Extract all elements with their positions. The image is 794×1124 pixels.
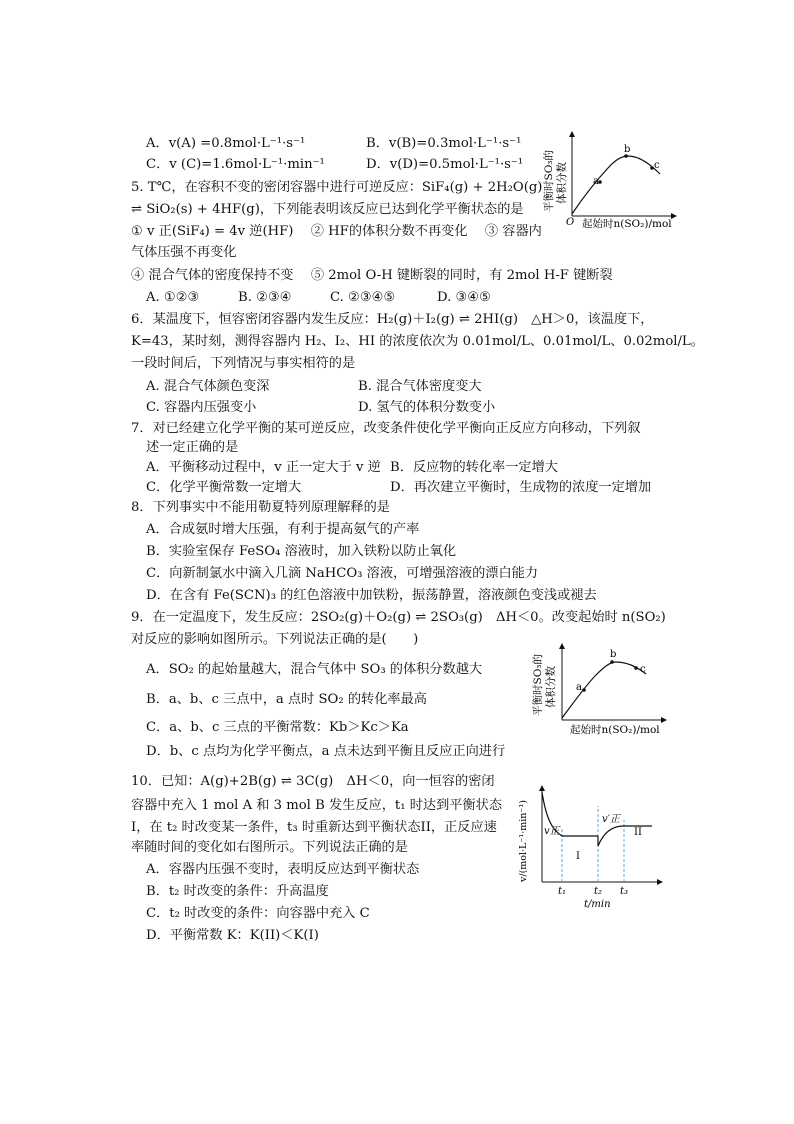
graph3-t1-tick: t₁ bbox=[558, 886, 567, 897]
q5-option-d: D. ③④⑤ bbox=[437, 290, 491, 305]
graph1-point-b-label: b bbox=[624, 144, 631, 155]
graph3-xlabel: t/min bbox=[584, 899, 611, 910]
q7-option-d: D．再次建立平衡时，生成物的浓度一定增加 bbox=[390, 480, 652, 495]
graph3-t3-tick: t₃ bbox=[620, 886, 629, 897]
q6-stem-line3: 一段时间后，下列情况与事实相符的是 bbox=[131, 356, 356, 371]
graph1-ylabel-line2: 体积分数 bbox=[556, 162, 568, 204]
q4-option-b: B．v(B)=0.3mol·L⁻¹·s⁻¹ bbox=[366, 136, 522, 151]
q8-option-c: C．向新制氯水中滴入几滴 NaHCO₃ 溶液，可增强溶液的漂白能力 bbox=[146, 566, 539, 581]
q5-stem-line1: 5. T℃，在容积不变的密闭容器中进行可逆反应：SiF₄(g) + 2H₂O(g) bbox=[131, 180, 543, 195]
q4-option-c: C．v (C)=1.6mol·L⁻¹·min⁻¹ bbox=[146, 157, 325, 172]
q8-option-d: D．在含有 Fe(SCN)₃ 的红色溶液中加铁粉，振荡静置，溶液颜色变浅或褪去 bbox=[146, 588, 597, 603]
q9-option-b: B．a、b、c 三点中，a 点时 SO₂ 的转化率最高 bbox=[146, 692, 427, 707]
graph2-ylabel-line2: 体积分数 bbox=[545, 666, 557, 708]
q10-option-d: D．平衡常数 K：K(II)＜K(I) bbox=[146, 928, 319, 943]
q7-option-c: C．化学平衡常数一定增大 bbox=[146, 480, 302, 495]
q9-stem-line2: 对反应的影响如图所示。下列说法正确的是( ) bbox=[131, 632, 419, 647]
graph2-point-c-label: c bbox=[640, 664, 646, 675]
graph-so3-fraction-2 bbox=[524, 640, 674, 740]
q6-option-a: A. 混合气体颜色变深 bbox=[146, 379, 270, 394]
q8-stem: 8．下列事实中不能用勒夏特列原理解释的是 bbox=[131, 500, 390, 515]
q5-option-c: C. ②③④⑤ bbox=[330, 290, 396, 305]
graph2-point-a-label: a bbox=[576, 682, 582, 693]
graph1-point-a-label: a bbox=[593, 176, 599, 187]
graph1-point-c-label: c bbox=[654, 160, 660, 171]
q7-stem-line1: 7．对已经建立化学平衡的某可逆反应，改变条件使化学平衡向正反应方向移动，下列叙 bbox=[131, 421, 641, 436]
q10-stem-line1: 10．已知：A(g)+2B(g) ⇌ 3C(g) ΔH＜0，向一恒容的密闭 bbox=[131, 774, 495, 789]
graph3-v2-forward-label: v′正 bbox=[602, 814, 620, 825]
q5-stem-line3: ① v 正(SiF₄) = 4v 逆(HF) ② HF的体积分数不再变化 ③ 容器内 bbox=[131, 224, 542, 239]
q6-option-c: C. 容器内压强变小 bbox=[146, 400, 257, 415]
q5-option-a: A. ①②③ bbox=[146, 290, 200, 305]
q6-stem-line2: K=43，某时刻，测得容器内 H₂、I₂、HI 的浓度依次为 0.01mol/L、0.01mol/L、0.02mol/L。 bbox=[131, 334, 704, 349]
q8-option-a: A．合成氨时增大压强，有利于提高氨气的产率 bbox=[146, 522, 420, 537]
q10-option-a: A．容器内压强不变时，表明反应达到平衡状态 bbox=[146, 862, 420, 877]
q7-option-b: B．反应物的转化率一定增大 bbox=[390, 460, 558, 475]
q7-option-a: A．平衡移动过程中，v 正一定大于 v 逆 bbox=[146, 460, 381, 475]
graph2-point-b-label: b bbox=[610, 649, 617, 660]
q5-stem-line5: ④ 混合气体的密度保持不变 ⑤ 2mol O-H 键断裂的同时，有 2mol H-F 键断裂 bbox=[131, 268, 613, 283]
q9-option-c: C．a、b、c 三点的平衡常数：Kb＞Kc＞Ka bbox=[146, 720, 409, 735]
q5-stem-line4: 气体压强不再变化 bbox=[131, 245, 237, 260]
graph3-t2-tick: t₂ bbox=[594, 886, 603, 897]
q10-stem-line4: 率随时间的变化如右图所示。下列说法正确的是 bbox=[131, 840, 408, 855]
graph3-ylabel: v/(mol·L⁻¹·min⁻¹) bbox=[518, 800, 529, 882]
graph-rate-vs-time bbox=[512, 782, 672, 914]
q8-option-b: B．实验室保存 FeSO₄ 溶液时，加入铁粉以防止氧化 bbox=[146, 544, 457, 559]
graph2-xlabel: 起始时n(SO₂)/mol bbox=[570, 724, 660, 736]
q10-stem-line3: I，在 t₂ 时改变某一条件，t₃ 时重新达到平衡状态II，正反应速 bbox=[131, 820, 497, 835]
q6-option-d: D. 氢气的体积分数变小 bbox=[358, 400, 496, 415]
q6-stem-line1: 6．某温度下，恒容密闭容器内发生反应：H₂(g)＋I₂(g) ⇌ 2HI(g) △H＞0，该温度下， bbox=[131, 312, 654, 327]
graph1-xlabel: 起始时n(SO₂)/mol bbox=[582, 218, 672, 230]
q4-option-d: D．v(D)=0.5mol·L⁻¹·s⁻¹ bbox=[366, 157, 524, 172]
graph2-ylabel-line1: 平衡时SO₃的 bbox=[532, 653, 544, 716]
graph1-origin: O bbox=[566, 217, 575, 228]
q5-stem-line2: ⇌ SiO₂(s) + 4HF(g)，下列能表明该反应已达到化学平衡状态的是 bbox=[131, 202, 524, 217]
q9-option-d: D．b、c 点均为化学平衡点，a 点未达到平衡且反应正向进行 bbox=[146, 744, 506, 759]
graph1-ylabel-line1: 平衡时SO₃的 bbox=[543, 149, 555, 212]
graph3-v-forward-label: v正 bbox=[544, 826, 560, 837]
q9-option-a: A．SO₂ 的起始量越大，混合气体中 SO₃ 的体积分数越大 bbox=[146, 662, 483, 677]
graph3-region-1: I bbox=[576, 851, 580, 862]
q6-option-b: B. 混合气体密度变大 bbox=[358, 379, 482, 394]
q5-option-b: B. ②③④ bbox=[238, 290, 292, 305]
q10-stem-line2: 容器中充入 1 mol A 和 3 mol B 发生反应，t₁ 时达到平衡状态 bbox=[131, 798, 503, 813]
q10-option-b: B．t₂ 时改变的条件：升高温度 bbox=[146, 884, 329, 899]
graph-so3-fraction-1 bbox=[536, 126, 686, 236]
q9-stem-line1: 9．在一定温度下，发生反应：2SO₂(g)＋O₂(g) ⇌ 2SO₃(g) ΔH＜0。改变起始时 n(SO₂) bbox=[131, 610, 666, 625]
graph3-region-2: II bbox=[634, 827, 642, 838]
q10-option-c: C．t₂ 时改变的条件：向容器中充入 C bbox=[146, 906, 370, 921]
q7-stem-line2: 述一定正确的是 bbox=[146, 440, 239, 455]
q4-option-a: A．v(A) =0.8mol·L⁻¹·s⁻¹ bbox=[146, 136, 306, 151]
